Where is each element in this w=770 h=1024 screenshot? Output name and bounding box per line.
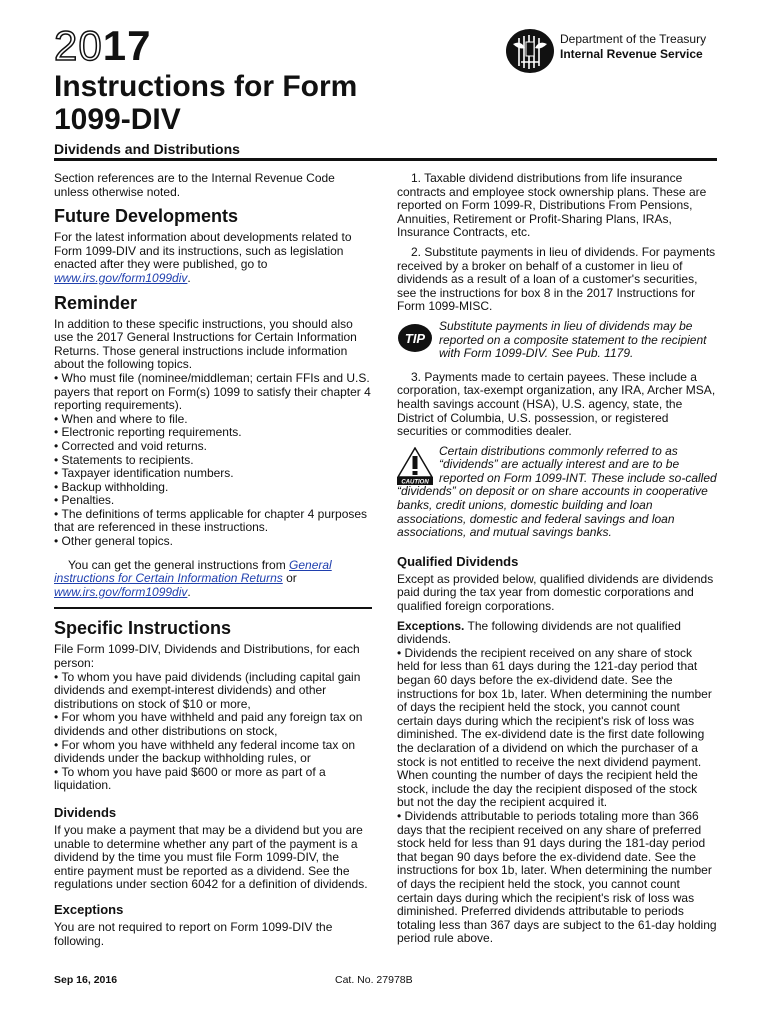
tip-icon (397, 322, 433, 354)
caution-label: CAUTION (401, 479, 429, 485)
qualified-dividends-heading: Qualified Dividends (397, 553, 519, 569)
list-item: • When and where to file. (54, 413, 372, 427)
list-item: • The definitions of terms applicable for chapter 4 purposes that are referenced in these instructions. (54, 508, 372, 535)
agency-name (560, 32, 706, 62)
list-item: • Statements to recipients. (54, 454, 372, 468)
exception-item-1: 1. Taxable dividend distributions from life insurance contracts and employee stock ownership plans. These are reported on Form 1099-R, Distributions From Pensions, Annuities, Retirement or Profit-Sharing Plans, IRAs, Insurance Contracts, etc. (397, 171, 707, 240)
form1099div-link-2[interactable]: www.irs.gov/form1099div (54, 584, 188, 599)
exception-item-2: 2. Substitute payments in lieu of dividends. For payments received by a broker on behalf of a customer in lieu of dividends as a result of a loan of a customer's securities, see the instructions for box 8 in the 2017 Instructions for Form 1099-MISC. (397, 244, 716, 314)
tip-text: Substitute payments in lieu of dividends may be reported on a composite statement to the recipient with Form 1099-DIV. See Pub. 1179. (439, 318, 707, 361)
general-instructions-link[interactable]: General instructions for Certain Information Returns (54, 557, 332, 586)
tip-label: TIP (404, 330, 426, 346)
agency-line-1: Department of the Treasury (560, 32, 707, 46)
exception-item-3: 3. Payments made to certain payees. These include a corporation, tax-exempt organization, any IRA, Archer MSA, health savings account (HSA), U.S. agency, state, the District of Columbia, U.S. possession, or registered securities or commodities dealer. (397, 369, 716, 439)
list-item: • To whom you have paid dividends (including capital gain dividends and exempt-interest dividends) and other distributions on stock of $10 or more, (54, 671, 372, 712)
qualified-dividends-text: Except as provided below, qualified dividends are dividends paid during the tax year from domestic corporations and qualified foreign corporations. (397, 571, 714, 614)
tax-year (54, 24, 151, 68)
footer-cat-number: Cat. No. 27978B (335, 974, 413, 986)
form1099div-link[interactable]: www.irs.gov/form1099div (54, 270, 188, 285)
caution-note (397, 445, 717, 540)
year-solid: 17 (102, 22, 152, 69)
page-title: Instructions for Form 1099-DIV (54, 70, 358, 136)
specific-instructions-text: File Form 1099-DIV, Dividends and Distributions, for each person: (54, 642, 360, 671)
left-column (54, 172, 372, 954)
future-developments-text: For the latest information about developments related to Form 1099-DIV and its instructions, such as legislation enacted after they were published, go to www.irs.gov/form1099div. (54, 230, 352, 285)
list-item: • Other general topics. (54, 535, 372, 549)
intro-text: Section references are to the Internal Revenue Code unless otherwise noted. (54, 171, 335, 199)
list-item: • Electronic reporting requirements. (54, 426, 372, 440)
tip-note (397, 320, 717, 361)
page-subtitle: Dividends and Distributions (54, 141, 240, 157)
list-item: • For whom you have withheld any federal income tax on dividends under the backup withholding rules, or (54, 739, 372, 766)
footer-date: Sep 16, 2016 (54, 974, 118, 986)
dividends-heading: Dividends (54, 804, 117, 820)
list-item: • Backup withholding. (54, 481, 372, 495)
exceptions-heading: Exceptions (54, 901, 124, 917)
list-item: • Corrected and void returns. (54, 440, 372, 454)
caution-text: Certain distributions commonly referred to as “dividends” are actually interest and are to be reported on Form 1099-INT. These include so-called “dividends” on deposit or on share accounts in cooperative banks, credit unions, domestic building and loan associations, domestic and federal savings and loan associations, and mutual savings banks. (397, 443, 717, 540)
list-item: • Penalties. (54, 494, 372, 508)
list-item: • For whom you have withheld and paid any foreign tax on dividends and other distributions on stock, (54, 711, 372, 738)
list-item: • Dividends the recipient received on any share of stock held for less than 61 days during the 121-day period that began 60 days before the ex-dividend date. See the instructions for box 1b, later. When determining the number of days the recipient held the stock, you cannot count certain days during which the recipient's risk of loss was diminished. The ex-dividend date is the first date following the declaration of a dividend on which the purchaser of a stock is not entitled to receive the next dividend payment. When counting the number of days the recipient held the stock, include the day the recipient disposed of the stock but not the day the recipient acquired it. (397, 647, 717, 810)
list-item: • Dividends attributable to periods totaling more than 366 days that the recipient received on any share of preferred stock held for less than 91 days during the 181-day period that began 90 days before the ex-dividend date. See the instructions for box 1b, later. When determining the number of days the recipient held the stock, you cannot count certain days during which the recipient's risk of loss was diminished. Preferred dividends attributable to periods totaling less than 367 days are subject to the 61-day holding period rule above. (397, 810, 717, 946)
future-developments-heading: Future Developments (54, 206, 239, 227)
caution-icon (397, 447, 433, 485)
reminder-text: In addition to these specific instructions, you should also use the 2017 General Instructions for Certain Information Returns. Those general instructions include information about the following topics. (54, 316, 357, 372)
right-column (397, 172, 717, 946)
list-item: • To whom you have paid $600 or more as part of a liquidation. (54, 766, 372, 793)
list-item: • Taxpayer identification numbers. (54, 467, 372, 481)
general-instructions-text: You can get the general instructions from General instructions for Certain Information Returns or www.irs.gov/form1099div. (54, 557, 332, 599)
irs-eagle-logo-icon (505, 28, 555, 74)
title-divider (54, 158, 717, 161)
section-divider (54, 607, 372, 609)
list-item: • Who must file (nominee/middleman; certain FFIs and U.S. payers that report on Form(s) 1099 to satisfy their chapter 4 reporting requirements). (54, 372, 372, 413)
year-outline: 20 (54, 22, 103, 69)
dividends-text: If you make a payment that may be a dividend but you are unable to determine whether any part of the payment is a dividend by the time you must file Form 1099-DIV, the entire payment must be reported as a dividend. See the regulations under section 6042 for a definition of dividends. (54, 822, 368, 892)
specific-instructions-heading: Specific Instructions (54, 618, 232, 639)
qualified-exceptions-text: Exceptions. The following dividends are not qualified dividends. (397, 618, 681, 647)
agency-block (505, 28, 720, 74)
agency-line-2: Internal Revenue Service (560, 47, 703, 61)
reminder-heading: Reminder (54, 292, 138, 313)
exceptions-text: You are not required to report on Form 1099-DIV the following. (54, 919, 333, 948)
